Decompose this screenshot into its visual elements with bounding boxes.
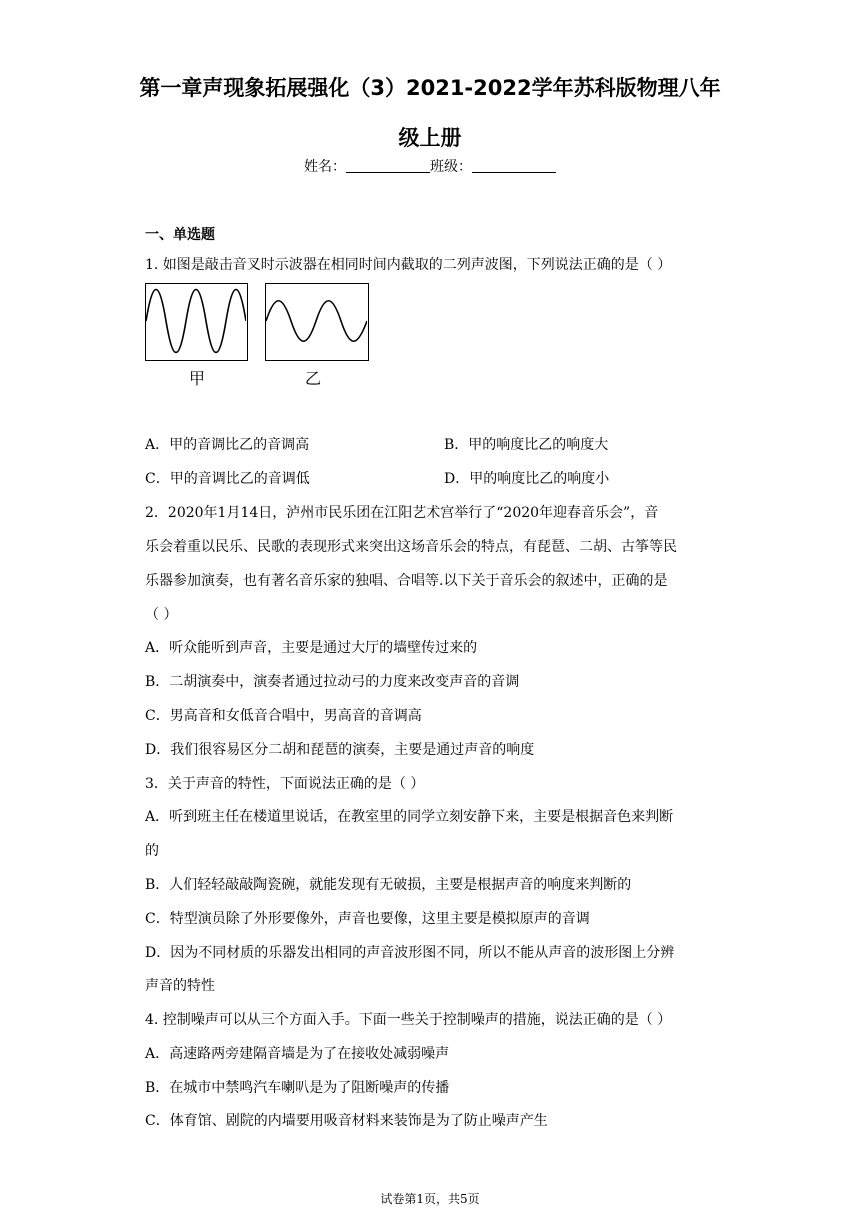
q3-option-a: A．听到班主任在楼道里说话，在教室里的同学立刻安静下来，主要是根据音色来判断 (145, 809, 674, 825)
q3-option-b: B．人们轻轻敲敲陶瓷碗，就能发现有无破损，主要是根据声音的响度来判断的 (145, 877, 632, 893)
class-label: 班级： (430, 159, 472, 175)
q2-stem-line-3: 乐器参加演奏，也有著名音乐家的独唱、合唱等.以下关于音乐会的叙述中，正确的是 (145, 573, 668, 589)
wave-yi-icon (266, 284, 367, 359)
q2-stem-line-4: （ ） (145, 607, 178, 623)
q2-stem-line-2: 乐会着重以民乐、民歌的表现形式来突出这场音乐会的特点，有琵琶、二胡、古筝等民 (145, 539, 677, 555)
class-blank (472, 158, 556, 173)
q1-option-c: C．甲的音调比乙的音调低 (145, 471, 310, 487)
q3-option-a-cont: 的 (145, 843, 159, 859)
q3-option-d: D．因为不同材质的乐器发出相同的声音波形图不同，所以不能从声音的波形图上分辨 (145, 945, 675, 961)
q4-option-c: C．体育馆、剧院的内墙要用吸音材料来装饰是为了防止噪声产生 (145, 1113, 548, 1129)
title-line-1: 第一章声现象拓展强化（3）2021-2022学年苏科版物理八年 (139, 76, 721, 100)
q2-option-c: C．男高音和女低音合唱中，男高音的音调高 (145, 708, 422, 724)
q1-stem: 1. 如图是敲击音叉时示波器在相同时间内截取的二列声波图，下列说法正确的是（ ） (145, 257, 672, 273)
q4-stem: 4. 控制噪声可以从三个方面入手。下面一些关于控制噪声的措施，说法正确的是（ ） (145, 1012, 672, 1028)
q3-stem: 3．关于声音的特性，下面说法正确的是（ ） (145, 776, 425, 792)
page-footer: 试卷第1页，共5页 (380, 1192, 480, 1206)
student-info (0, 156, 860, 176)
title-line-2: 级上册 (398, 126, 462, 150)
wave-figure-jia (145, 283, 248, 361)
q1-option-b: B．甲的响度比乙的响度大 (444, 437, 609, 453)
name-blank (346, 158, 430, 173)
wave-figure-yi (265, 283, 369, 361)
q2-option-b: B．二胡演奏中，演奏者通过拉动弓的力度来改变声音的音调 (145, 674, 520, 690)
q3-option-c: C．特型演员除了外形要像外，声音也要像，这里主要是模拟原声的音调 (145, 911, 590, 927)
name-label: 姓名： (304, 159, 346, 175)
q1-option-d: D．甲的响度比乙的响度小 (444, 471, 610, 487)
section-title: 一、单选题 (145, 227, 215, 243)
q3-option-d-cont: 声音的特性 (145, 978, 215, 994)
wave-jia-icon (146, 284, 246, 359)
q2-option-a: A．听众能听到声音，主要是通过大厅的墙壁传过来的 (145, 640, 478, 656)
page-title (80, 63, 780, 163)
q4-option-a: A．高速路两旁建隔音墙是为了在接收处减弱噪声 (145, 1046, 450, 1062)
wave-label-jia: 甲 (189, 369, 206, 388)
q4-option-b: B．在城市中禁鸣汽车喇叭是为了阻断噪声的传播 (145, 1080, 450, 1096)
q1-option-a: A．甲的音调比乙的音调高 (145, 437, 310, 453)
q2-option-d: D．我们很容易区分二胡和琵琶的演奏，主要是通过声音的响度 (145, 742, 535, 758)
wave-label-yi: 乙 (305, 369, 322, 388)
q2-stem-line-1: 2．2020年1月14日，泸州市民乐团在江阳艺术宫举行了“2020年迎春音乐会”，音 (145, 505, 659, 521)
